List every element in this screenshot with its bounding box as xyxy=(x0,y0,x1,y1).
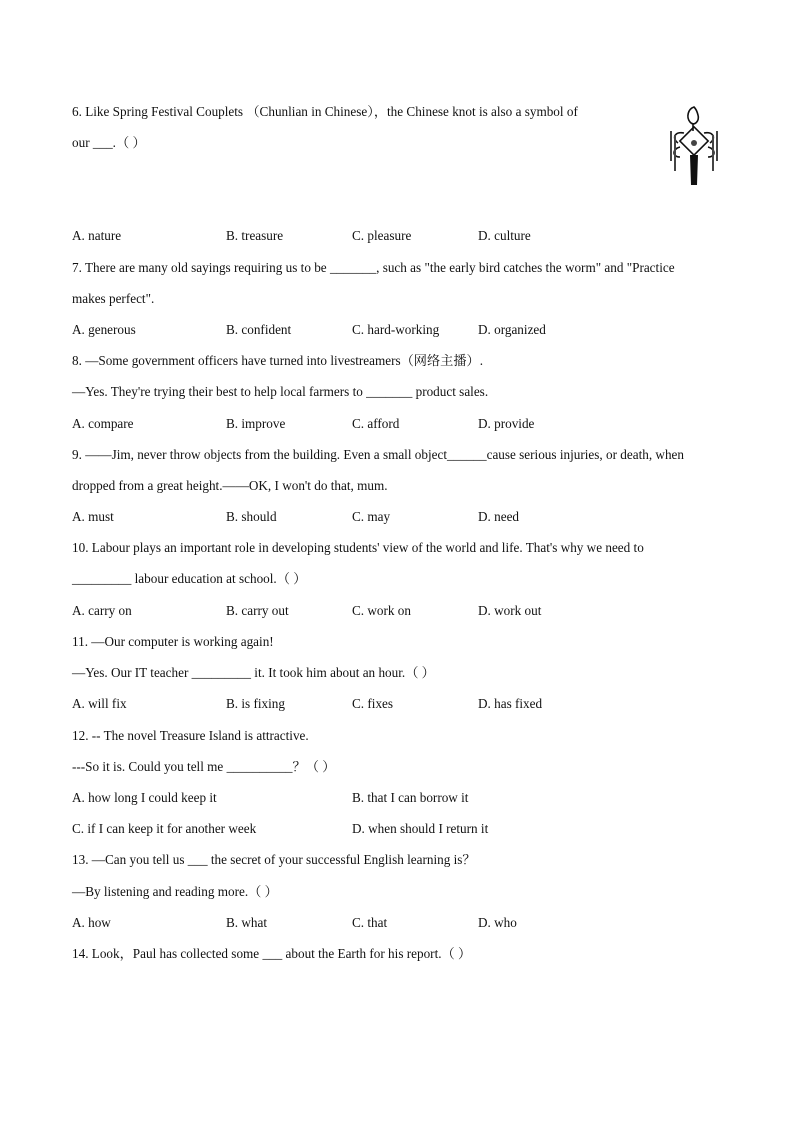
question-10-text-line-2: _________ labour education at school.（ ） xyxy=(72,571,307,586)
question-10-option-d: D. work out xyxy=(478,603,542,618)
question-10-option-c: C. work on xyxy=(352,603,411,618)
question-7-text-line-2: makes perfect". xyxy=(72,291,155,306)
question-13-text-line-2: —By listening and reading more.（ ） xyxy=(72,884,278,899)
question-8-option-b: B. improve xyxy=(226,416,286,431)
question-11-option-c: C. fixes xyxy=(352,696,394,711)
question-12-option-a: A. how long I could keep it xyxy=(72,790,217,805)
question-10-text-line-1: 10. Labour plays an important role in developing students' view of the world and life. That's why we need to xyxy=(72,540,644,555)
question-8-text-line-1: 8. —Some government officers have turned into livestreamers（网络主播）. xyxy=(72,353,484,368)
question-11-text-line-2: —Yes. Our IT teacher _________ it. It took him about an hour.（ ） xyxy=(72,665,435,680)
question-7-option-c: C. hard-working xyxy=(352,322,440,337)
question-9-text-line-2: dropped from a great height.——OK, I won't do that, mum. xyxy=(72,478,388,493)
question-13-option-d: D. who xyxy=(478,915,517,930)
question-14-text-line-1: 14. Look，Paul has collected some ___ about the Earth for his report.（ ） xyxy=(72,946,472,961)
question-12-text-line-1: 12. -- The novel Treasure Island is attractive. xyxy=(72,728,309,743)
question-9-option-c: C. may xyxy=(352,509,391,524)
question-12-option-c: C. if I can keep it for another week xyxy=(72,821,257,836)
chinese-knot-image xyxy=(664,103,724,187)
question-8-option-c: C. afford xyxy=(352,416,400,431)
question-7-text-line-1: 7. There are many old sayings requiring us to be _______, such as "the early bird catches the worm" and "Practice xyxy=(72,260,675,275)
question-11-option-b: B. is fixing xyxy=(226,696,285,711)
question-9-option-a: A. must xyxy=(72,509,114,524)
question-12-text-line-2: ---So it is. Could you tell me __________？（ ） xyxy=(72,759,336,774)
question-8-option-a: A. compare xyxy=(72,416,134,431)
question-13-option-c: C. that xyxy=(352,915,388,930)
question-9-text-line-1: 9. ——Jim, never throw objects from the building. Even a small object______cause serious injuries, or death, when xyxy=(72,447,684,462)
question-6-option-d: D. culture xyxy=(478,228,531,243)
question-6-text-line-2: our ___.（ ） xyxy=(72,135,146,150)
question-10-option-b: B. carry out xyxy=(226,603,289,618)
question-6-option-c: C. pleasure xyxy=(352,228,412,243)
question-11-text-line-1: 11. —Our computer is working again! xyxy=(72,634,274,649)
question-7-option-b: B. confident xyxy=(226,322,292,337)
question-13-text-line-1: 13. —Can you tell us ___ the secret of your successful English learning is？ xyxy=(72,852,476,867)
question-13-option-b: B. what xyxy=(226,915,268,930)
question-8-text-line-2: —Yes. They're trying their best to help local farmers to _______ product sales. xyxy=(72,384,489,399)
question-12-option-b: B. that I can borrow it xyxy=(352,790,469,805)
question-8-option-d: D. provide xyxy=(478,416,535,431)
question-12-option-d: D. when should I return it xyxy=(352,821,489,836)
question-10-option-a: A. carry on xyxy=(72,603,132,618)
question-11-option-d: D. has fixed xyxy=(478,696,543,711)
question-6-option-b: B. treasure xyxy=(226,228,284,243)
question-9-option-d: D. need xyxy=(478,509,520,524)
question-6-option-a: A. nature xyxy=(72,228,122,243)
question-13-option-a: A. how xyxy=(72,915,111,930)
question-7-option-a: A. generous xyxy=(72,322,136,337)
question-11-option-a: A. will fix xyxy=(72,696,127,711)
question-7-option-d: D. organized xyxy=(478,322,546,337)
question-9-option-b: B. should xyxy=(226,509,277,524)
question-6-text-line-1: 6. Like Spring Festival Couplets （Chunlian in Chinese），the Chinese knot is also a symbol of xyxy=(72,104,578,119)
